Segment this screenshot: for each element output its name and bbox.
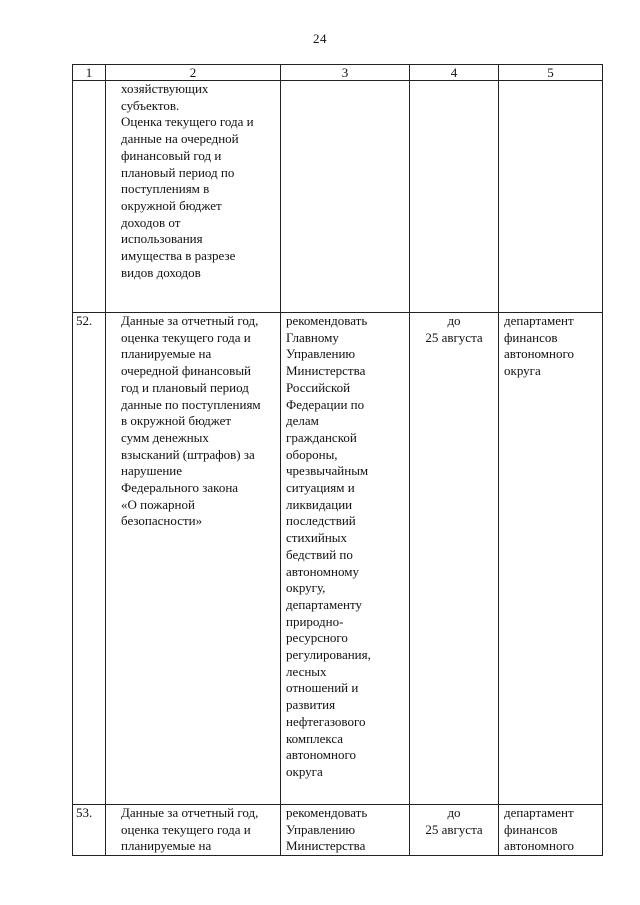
executor-line: рекомендовать: [286, 313, 368, 328]
description-line: доходов от: [121, 214, 181, 230]
executor-line: Федерации по: [286, 396, 365, 412]
description-line: оценка текущего года и: [121, 821, 251, 837]
header-cell-5: 5: [499, 65, 603, 81]
executor-line: округу,: [286, 580, 326, 596]
description-line: Данные за отчетный год,: [121, 805, 259, 820]
responsible-line: департамент: [504, 313, 574, 328]
executor-cell: [281, 313, 410, 805]
deadline-line: до: [447, 313, 461, 328]
deadline-line: 25 августа: [425, 821, 483, 837]
responsible-cell: [499, 313, 603, 805]
responsible-cell: [499, 81, 603, 313]
table-row: [73, 313, 603, 805]
executor-line: Главному: [286, 329, 339, 345]
description-line: Оценка текущего года и: [121, 114, 254, 130]
responsible-line: департамент: [504, 805, 574, 820]
executor-cell: [281, 81, 410, 313]
executor-line: бедствий по: [286, 546, 353, 562]
description-line: субъектов.: [121, 97, 180, 113]
executor-line: округа: [286, 763, 323, 779]
description-line: Данные за отчетный год,: [121, 313, 259, 328]
description-line: видов доходов: [121, 264, 201, 280]
executor-line: ресурсного: [286, 630, 348, 646]
description-line: планируемые на: [121, 838, 212, 854]
executor-line: ликвидации: [286, 496, 353, 512]
description-line: окружной бюджет: [121, 197, 222, 213]
executor-line: чрезвычайным: [286, 463, 369, 479]
description-line: год и плановый период: [121, 379, 249, 395]
responsible-line: округа: [504, 363, 541, 379]
description-line: очередной финансовый: [121, 363, 252, 379]
page-number: 24: [313, 31, 327, 46]
row-number: 53.: [73, 805, 106, 856]
executor-line: нефтегазового: [286, 713, 366, 729]
executor-line: последствий: [286, 513, 356, 529]
executor-line: автономного: [286, 747, 356, 763]
executor-line: лесных: [286, 663, 327, 679]
responsible-line: автономного: [504, 346, 574, 362]
executor-line: департаменту: [286, 596, 363, 612]
description-cell: [106, 805, 281, 856]
executor-line: рекомендовать: [286, 805, 368, 820]
description-line: хозяйствующих: [121, 81, 209, 96]
executor-line: развития: [286, 697, 336, 713]
description-line: «О пожарной: [121, 496, 195, 512]
executor-line: отношений и: [286, 680, 359, 696]
plan-table: [72, 64, 603, 856]
executor-line: комплекса: [286, 730, 344, 746]
header-cell-3: 3: [281, 65, 410, 81]
description-line: плановый период по: [121, 164, 235, 180]
description-line: планируемые на: [121, 346, 212, 362]
header-cell-4: 4: [410, 65, 499, 81]
executor-line: делам: [286, 413, 319, 429]
description-cell: [106, 81, 281, 313]
executor-line: Управлению: [286, 346, 356, 362]
responsible-line: автономного: [504, 838, 574, 854]
executor-line: ситуациям и: [286, 480, 355, 496]
description-line: поступлениям в: [121, 181, 210, 197]
executor-line: природно-: [286, 613, 344, 629]
row-number: 52.: [73, 313, 106, 805]
executor-cell: [281, 805, 410, 856]
deadline-cell: [410, 313, 499, 805]
executor-line: Российской: [286, 379, 351, 395]
responsible-line: финансов: [504, 821, 558, 837]
responsible-cell: [499, 805, 603, 856]
executor-line: гражданской: [286, 429, 357, 445]
description-cell: [106, 313, 281, 805]
table-row: [73, 805, 603, 856]
description-line: взысканий (штрафов) за: [121, 446, 255, 462]
description-line: использования: [121, 231, 203, 247]
description-line: в окружной бюджет: [121, 413, 232, 429]
description-line: данные на очередной: [121, 131, 239, 147]
table-row: [73, 81, 603, 313]
executor-line: Министерства: [286, 363, 366, 379]
deadline-line: 25 августа: [425, 329, 483, 345]
deadline-cell: [410, 81, 499, 313]
header-cell-2: 2: [106, 65, 281, 81]
executor-line: стихийных: [286, 530, 348, 546]
deadline-cell: [410, 805, 499, 856]
description-line: финансовый год и: [121, 147, 222, 163]
description-line: имущества в разрезе: [121, 248, 236, 264]
responsible-line: финансов: [504, 329, 558, 345]
executor-line: регулирования,: [286, 647, 371, 663]
executor-line: автономному: [286, 563, 359, 579]
description-line: безопасности»: [121, 513, 203, 529]
executor-line: Управлению: [286, 821, 356, 837]
description-line: Федерального закона: [121, 480, 239, 496]
header-cell-1: 1: [73, 65, 106, 81]
description-line: данные по поступлениям: [121, 396, 261, 412]
description-line: сумм денежных: [121, 429, 209, 445]
description-line: оценка текущего года и: [121, 329, 251, 345]
table-header-row: [73, 65, 603, 81]
row-number: [73, 81, 106, 313]
executor-line: обороны,: [286, 446, 338, 462]
description-line: нарушение: [121, 463, 183, 479]
executor-line: Министерства: [286, 838, 366, 854]
deadline-line: до: [447, 805, 461, 820]
